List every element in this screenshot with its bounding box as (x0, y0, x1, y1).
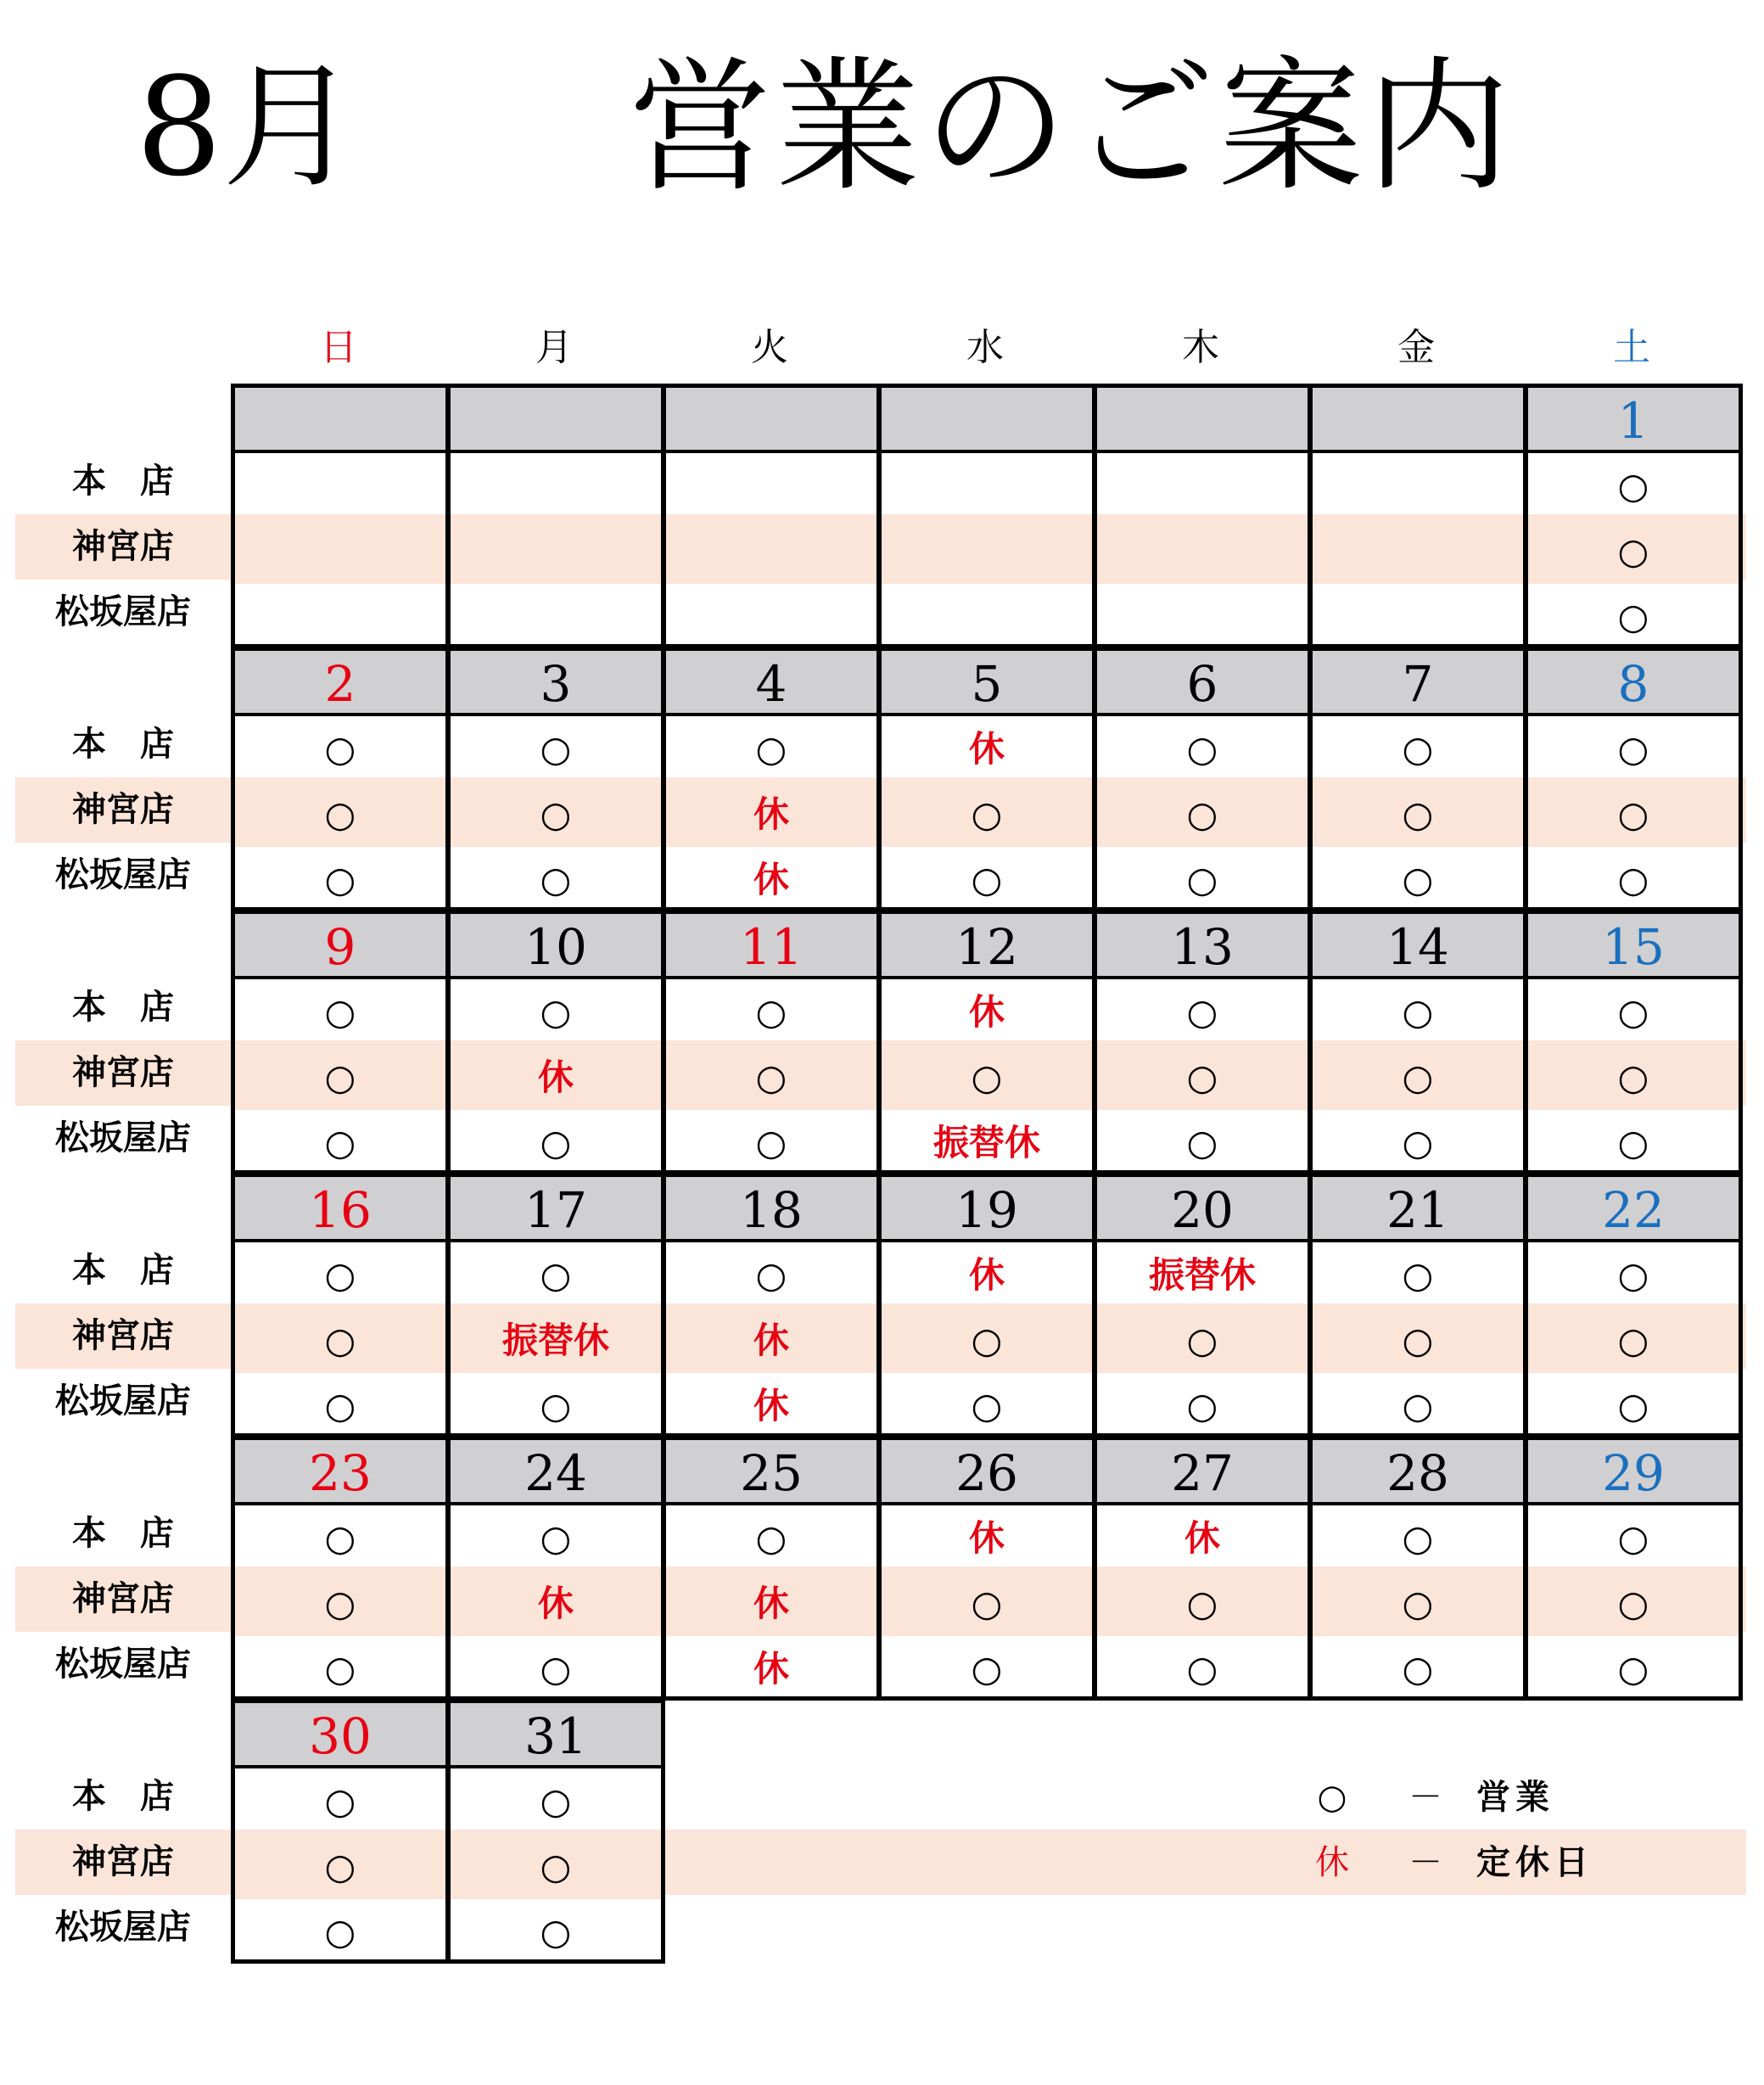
day-cell (1308, 1173, 1527, 1438)
status-mark: ○ (1528, 1308, 1739, 1373)
status-mark: ○ (1528, 518, 1739, 584)
store-label: 神宮店 (72, 527, 174, 566)
store-label: 松坂屋店 (55, 1908, 191, 1947)
day-number (666, 388, 876, 453)
status-mark (882, 518, 1092, 584)
day-number: 29 (1528, 1440, 1739, 1505)
status-mark: 休 (968, 1517, 1005, 1559)
status-mark: ○ (540, 1517, 572, 1559)
status-mark: ○ (235, 1834, 445, 1899)
status-mark: ○ (1186, 1648, 1218, 1690)
status-mark: ○ (540, 1648, 572, 1690)
status-mark (235, 584, 445, 649)
store-label: 本 店 (72, 1251, 174, 1290)
status-mark (1313, 453, 1523, 518)
status-mark (1097, 453, 1308, 518)
status-mark: ○ (324, 1385, 356, 1426)
day-cell (662, 1173, 881, 1438)
status-mark: ○ (882, 782, 1092, 847)
status-mark: ○ (971, 1648, 1003, 1690)
status-mark (666, 584, 876, 649)
status-mark: ○ (451, 782, 661, 847)
store-label: 松坂屋店 (55, 1118, 191, 1157)
status-mark: ○ (971, 1385, 1003, 1426)
status-mark: ○ (1402, 1122, 1434, 1163)
day-cell (662, 1436, 881, 1701)
status-mark (666, 518, 876, 584)
status-mark: ○ (755, 991, 787, 1033)
store-label: 神宮店 (72, 1579, 174, 1618)
legend-dash: － (1408, 1843, 1442, 1882)
status-mark (1313, 518, 1523, 584)
status-mark: ○ (324, 1648, 356, 1690)
status-mark (882, 584, 1092, 649)
store-label: 本 店 (72, 988, 174, 1027)
weekday-header: 火 (751, 326, 788, 369)
status-mark: ○ (1097, 782, 1308, 847)
store-label: 松坂屋店 (55, 1382, 191, 1421)
day-number: 24 (451, 1440, 661, 1505)
weekday-header: 月 (535, 326, 573, 369)
day-cell (446, 647, 665, 911)
status-mark: 休 (753, 859, 789, 900)
status-mark: ○ (1402, 1517, 1434, 1559)
status-mark: ○ (1402, 991, 1434, 1033)
store-label: 神宮店 (72, 1053, 174, 1092)
day-number (1313, 388, 1523, 453)
store-label: 本 店 (72, 725, 174, 764)
day-number: 10 (451, 914, 661, 979)
day-number: 30 (235, 1703, 445, 1768)
status-mark: ○ (540, 991, 572, 1033)
status-mark: ○ (324, 859, 356, 900)
day-number: 17 (451, 1177, 661, 1242)
day-number: 15 (1528, 914, 1739, 979)
status-mark: ○ (235, 782, 445, 847)
day-number: 1 (1528, 388, 1739, 453)
day-cell (446, 910, 665, 1174)
store-label: 本 店 (72, 462, 174, 501)
day-number (235, 388, 445, 453)
day-cell (1308, 1436, 1527, 1701)
day-cell (1093, 910, 1312, 1174)
day-cell (1524, 1436, 1743, 1701)
status-mark: ○ (1617, 1385, 1649, 1426)
status-mark: ○ (540, 1385, 572, 1426)
store-label: 神宮店 (72, 1316, 174, 1355)
day-cell (877, 647, 1096, 911)
status-mark: ○ (1402, 1648, 1434, 1690)
status-mark (235, 453, 445, 518)
day-number (1097, 388, 1308, 453)
status-mark: ○ (235, 1308, 445, 1373)
day-number: 7 (1313, 651, 1523, 716)
status-mark: ○ (1097, 1308, 1308, 1373)
status-mark: 休 (666, 782, 876, 847)
status-mark: ○ (1528, 1571, 1739, 1636)
status-mark: ○ (540, 859, 572, 900)
status-mark: 振替休 (932, 1122, 1040, 1163)
day-cell (1308, 384, 1527, 648)
status-mark: ○ (1402, 728, 1434, 770)
day-number: 13 (1097, 914, 1308, 979)
status-mark: 休 (666, 1571, 876, 1636)
day-number: 12 (882, 914, 1092, 979)
day-number: 23 (235, 1440, 445, 1505)
legend-open-symbol: ○ (1317, 1778, 1347, 1817)
status-mark: 休 (451, 1045, 661, 1110)
status-mark: ○ (1186, 859, 1218, 900)
day-number: 3 (451, 651, 661, 716)
status-mark: ○ (666, 1045, 876, 1110)
status-mark: ○ (1186, 1122, 1218, 1163)
day-cell (1524, 910, 1743, 1174)
day-cell (877, 910, 1096, 1174)
status-mark: ○ (971, 859, 1003, 900)
store-label: 神宮店 (72, 1842, 174, 1881)
day-number: 26 (882, 1440, 1092, 1505)
status-mark: ○ (1402, 1385, 1434, 1426)
status-mark: ○ (755, 1517, 787, 1559)
status-mark: ○ (1617, 1517, 1649, 1559)
day-cell (662, 910, 881, 1174)
status-mark (235, 518, 445, 584)
status-mark: ○ (1313, 1571, 1523, 1636)
status-mark: ○ (540, 1780, 572, 1822)
weekday-header: 水 (966, 326, 1004, 369)
status-mark: 休 (666, 1308, 876, 1373)
status-mark: ○ (540, 728, 572, 770)
day-cell (1524, 1173, 1743, 1438)
day-number: 28 (1313, 1440, 1523, 1505)
day-cell (231, 1173, 450, 1438)
day-number: 5 (882, 651, 1092, 716)
status-mark: ○ (1617, 1254, 1649, 1296)
status-mark: ○ (1186, 1385, 1218, 1426)
weekday-header: 日 (320, 326, 357, 369)
status-mark: ○ (1186, 991, 1218, 1033)
status-mark: ○ (1313, 782, 1523, 847)
day-number: 18 (666, 1177, 876, 1242)
status-mark: ○ (1186, 728, 1218, 770)
weekday-header: 金 (1397, 326, 1435, 369)
status-mark: 休 (1184, 1517, 1220, 1559)
store-label: 松坂屋店 (55, 855, 191, 894)
day-number: 6 (1097, 651, 1308, 716)
day-cell (231, 910, 450, 1174)
day-cell (446, 1173, 665, 1438)
status-mark: ○ (882, 1308, 1092, 1373)
status-mark: ○ (324, 1122, 356, 1163)
status-mark: ○ (1097, 1571, 1308, 1636)
status-mark: 休 (968, 991, 1005, 1033)
status-mark (1097, 518, 1308, 584)
day-number: 9 (235, 914, 445, 979)
page-title-month: 8月 (136, 48, 358, 206)
day-number: 14 (1313, 914, 1523, 979)
day-cell (1093, 647, 1312, 911)
day-cell (1093, 384, 1312, 648)
day-number: 11 (666, 914, 876, 979)
day-number: 2 (235, 651, 445, 716)
status-mark: ○ (1313, 1308, 1523, 1373)
status-mark: ○ (235, 1045, 445, 1110)
day-number: 21 (1313, 1177, 1523, 1242)
day-number (882, 388, 1092, 453)
status-mark: 休 (451, 1571, 661, 1636)
day-cell (877, 384, 1096, 648)
day-number (451, 388, 661, 453)
status-mark: ○ (1617, 1648, 1649, 1690)
status-mark: ○ (1617, 1122, 1649, 1163)
status-mark: ○ (324, 991, 356, 1033)
store-label: 本 店 (72, 1777, 174, 1816)
day-number: 19 (882, 1177, 1092, 1242)
status-mark: ○ (324, 1254, 356, 1296)
status-mark (666, 453, 876, 518)
status-mark: ○ (1617, 465, 1649, 507)
day-cell (1093, 1173, 1312, 1438)
status-mark: ○ (1617, 728, 1649, 770)
weekday-header: 土 (1613, 326, 1650, 369)
store-label: 本 店 (72, 1514, 174, 1553)
status-mark: ○ (882, 1571, 1092, 1636)
day-cell (877, 1173, 1096, 1438)
day-cell (1308, 910, 1527, 1174)
day-number: 22 (1528, 1177, 1739, 1242)
day-cell (446, 1699, 665, 1964)
day-cell (231, 1699, 450, 1964)
day-number: 20 (1097, 1177, 1308, 1242)
status-mark: ○ (324, 1911, 356, 1953)
status-mark: 振替休 (451, 1308, 661, 1373)
status-mark: 休 (968, 1254, 1005, 1296)
day-number: 8 (1528, 651, 1739, 716)
status-mark: 休 (968, 728, 1005, 770)
status-mark: ○ (1528, 782, 1739, 847)
status-mark: ○ (1528, 1045, 1739, 1110)
legend-closed-label: 定休日 (1476, 1843, 1593, 1882)
status-mark: ○ (1097, 1045, 1308, 1110)
status-mark (1097, 584, 1308, 649)
status-mark: ○ (324, 1517, 356, 1559)
store-label: 松坂屋店 (55, 1645, 191, 1684)
legend-dash: － (1408, 1778, 1442, 1817)
legend-open-label: 営業 (1476, 1778, 1554, 1817)
store-label: 神宮店 (72, 790, 174, 829)
status-mark: 休 (753, 1385, 789, 1426)
status-mark: 振替休 (1148, 1254, 1256, 1296)
status-mark: 休 (753, 1648, 789, 1690)
day-cell (1308, 647, 1527, 911)
status-mark (451, 518, 661, 584)
day-cell (446, 384, 665, 648)
day-number: 25 (666, 1440, 876, 1505)
status-mark: ○ (540, 1254, 572, 1296)
day-number: 4 (666, 651, 876, 716)
status-mark: ○ (755, 1122, 787, 1163)
status-mark: ○ (451, 1834, 661, 1899)
day-cell (1093, 1436, 1312, 1701)
status-mark (882, 453, 1092, 518)
status-mark: ○ (1617, 991, 1649, 1033)
status-mark: ○ (882, 1045, 1092, 1110)
status-mark: ○ (1617, 596, 1649, 637)
legend-closed-symbol: 休 (1315, 1843, 1349, 1882)
status-mark: ○ (540, 1122, 572, 1163)
status-mark: ○ (1617, 859, 1649, 900)
status-mark (451, 453, 661, 518)
status-mark (451, 584, 661, 649)
status-mark: ○ (1402, 1254, 1434, 1296)
store-label: 松坂屋店 (55, 592, 191, 631)
day-cell (662, 647, 881, 911)
day-cell (662, 384, 881, 648)
day-cell (877, 1436, 1096, 1701)
status-mark: ○ (324, 1780, 356, 1822)
status-mark (1313, 584, 1523, 649)
day-cell (231, 647, 450, 911)
day-number: 16 (235, 1177, 445, 1242)
page-title: 営業のご案内 (628, 43, 1515, 211)
status-mark: ○ (1313, 1045, 1523, 1110)
day-cell (1524, 384, 1743, 648)
status-mark: ○ (755, 1254, 787, 1296)
day-number: 31 (451, 1703, 661, 1768)
status-mark: ○ (755, 728, 787, 770)
status-mark: ○ (540, 1911, 572, 1953)
day-number: 27 (1097, 1440, 1308, 1505)
weekday-header: 木 (1182, 326, 1219, 369)
status-mark: ○ (235, 1571, 445, 1636)
day-cell (231, 1436, 450, 1701)
status-mark: ○ (1402, 859, 1434, 900)
day-cell (1524, 647, 1743, 911)
day-cell (231, 384, 450, 648)
status-mark: ○ (324, 728, 356, 770)
day-cell (446, 1436, 665, 1701)
